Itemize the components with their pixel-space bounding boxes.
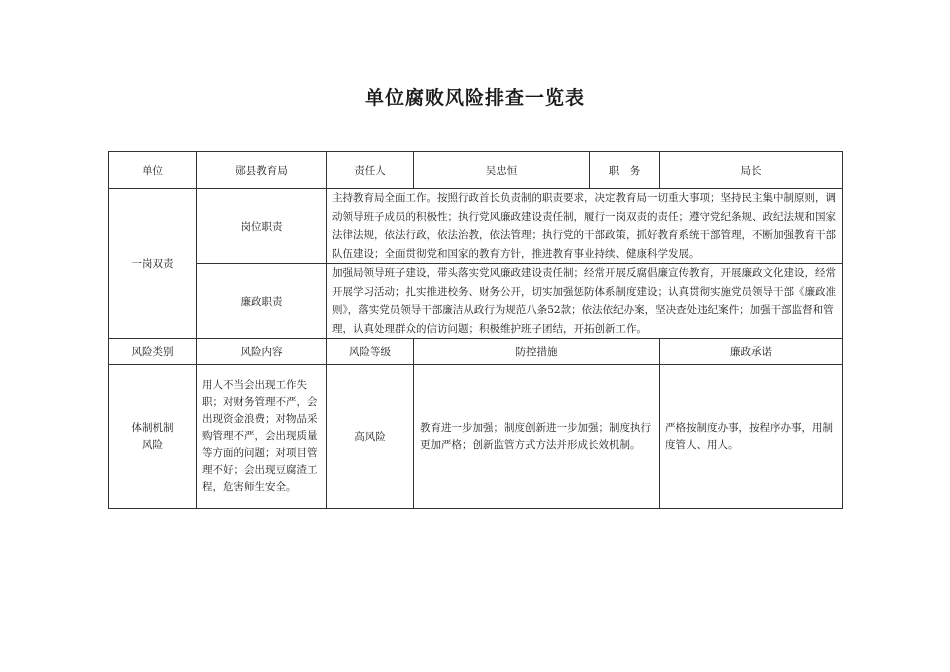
risk-category-header: 风险类别 <box>109 339 197 365</box>
clean-duty-text: 加强局领导班子建设，带头落实党风廉政建设责任制；经常开展反腐倡廉宣传教育，开展廉政文化建设，经常开展学习活动；扎实推进校务、财务公开，切实加强惩防体系制度建设；认真贯彻实施党员领导干部《廉政准则》，落实党员领导干部廉洁从政行为规范八条52款；依法依纪办案，坚决查处违纪案件；加强干部监督和管理，认真处理群众的信访问题；积极维护班子团结，开拓创新工作。 <box>327 264 843 339</box>
responsible-person-label: 责任人 <box>327 152 414 189</box>
prevention-measures: 教育进一步加强；制度创新进一步加强；制度执行更加严格；创新监管方式方法并形成长效机制。 <box>414 365 660 509</box>
risk-table <box>108 151 843 509</box>
clean-duty-row <box>109 264 843 339</box>
post-duty-label: 岗位职责 <box>197 189 327 264</box>
risk-content-header: 风险内容 <box>197 339 327 365</box>
risk-row <box>109 365 843 509</box>
prevention-measures-header: 防控措施 <box>414 339 660 365</box>
risk-level-header: 风险等级 <box>327 339 414 365</box>
duty-section-label: 一岗双责 <box>109 189 197 339</box>
header-row <box>109 152 843 189</box>
integrity-promise: 严格按制度办事，按程序办事，用制度管人、用人。 <box>660 365 843 509</box>
page-title: 单位腐败风险排查一览表 <box>364 87 585 109</box>
position-value: 局长 <box>660 152 843 189</box>
position-label: 职 务 <box>590 152 660 189</box>
risk-header-row <box>109 339 843 365</box>
clean-duty-label: 廉政职责 <box>197 264 327 339</box>
post-duty-text: 主持教育局全面工作。按照行政首长负责制的职责要求，决定教育局一切重大事项；坚持民主集中制原则，调动领导班子成员的积极性；执行党风廉政建设责任制，履行一岗双责的责任；遵守党纪条规、政纪法规和国家法律法规，依法行政，依法治教，依法管理；执行党的干部政策，抓好教育系统干部管理，不断加强教育干部队伍建设；全面贯彻党和国家的教育方针，推进教育事业持续、健康科学发展。 <box>327 189 843 264</box>
post-duty-row <box>109 189 843 264</box>
risk-content: 用人不当会出现工作失职；对财务管理不严，会出现资金浪费；对物品采购管理不严，会出现质量等方面的问题；对项目管理不好；会出现豆腐渣工程，危害师生安全。 <box>197 365 327 509</box>
unit-value: 郧县教育局 <box>197 152 327 189</box>
risk-level: 高风险 <box>327 365 414 509</box>
unit-label: 单位 <box>109 152 197 189</box>
integrity-promise-header: 廉政承诺 <box>660 339 843 365</box>
risk-category: 体制机制风险 <box>109 365 197 509</box>
responsible-person-value: 吴忠恒 <box>414 152 590 189</box>
